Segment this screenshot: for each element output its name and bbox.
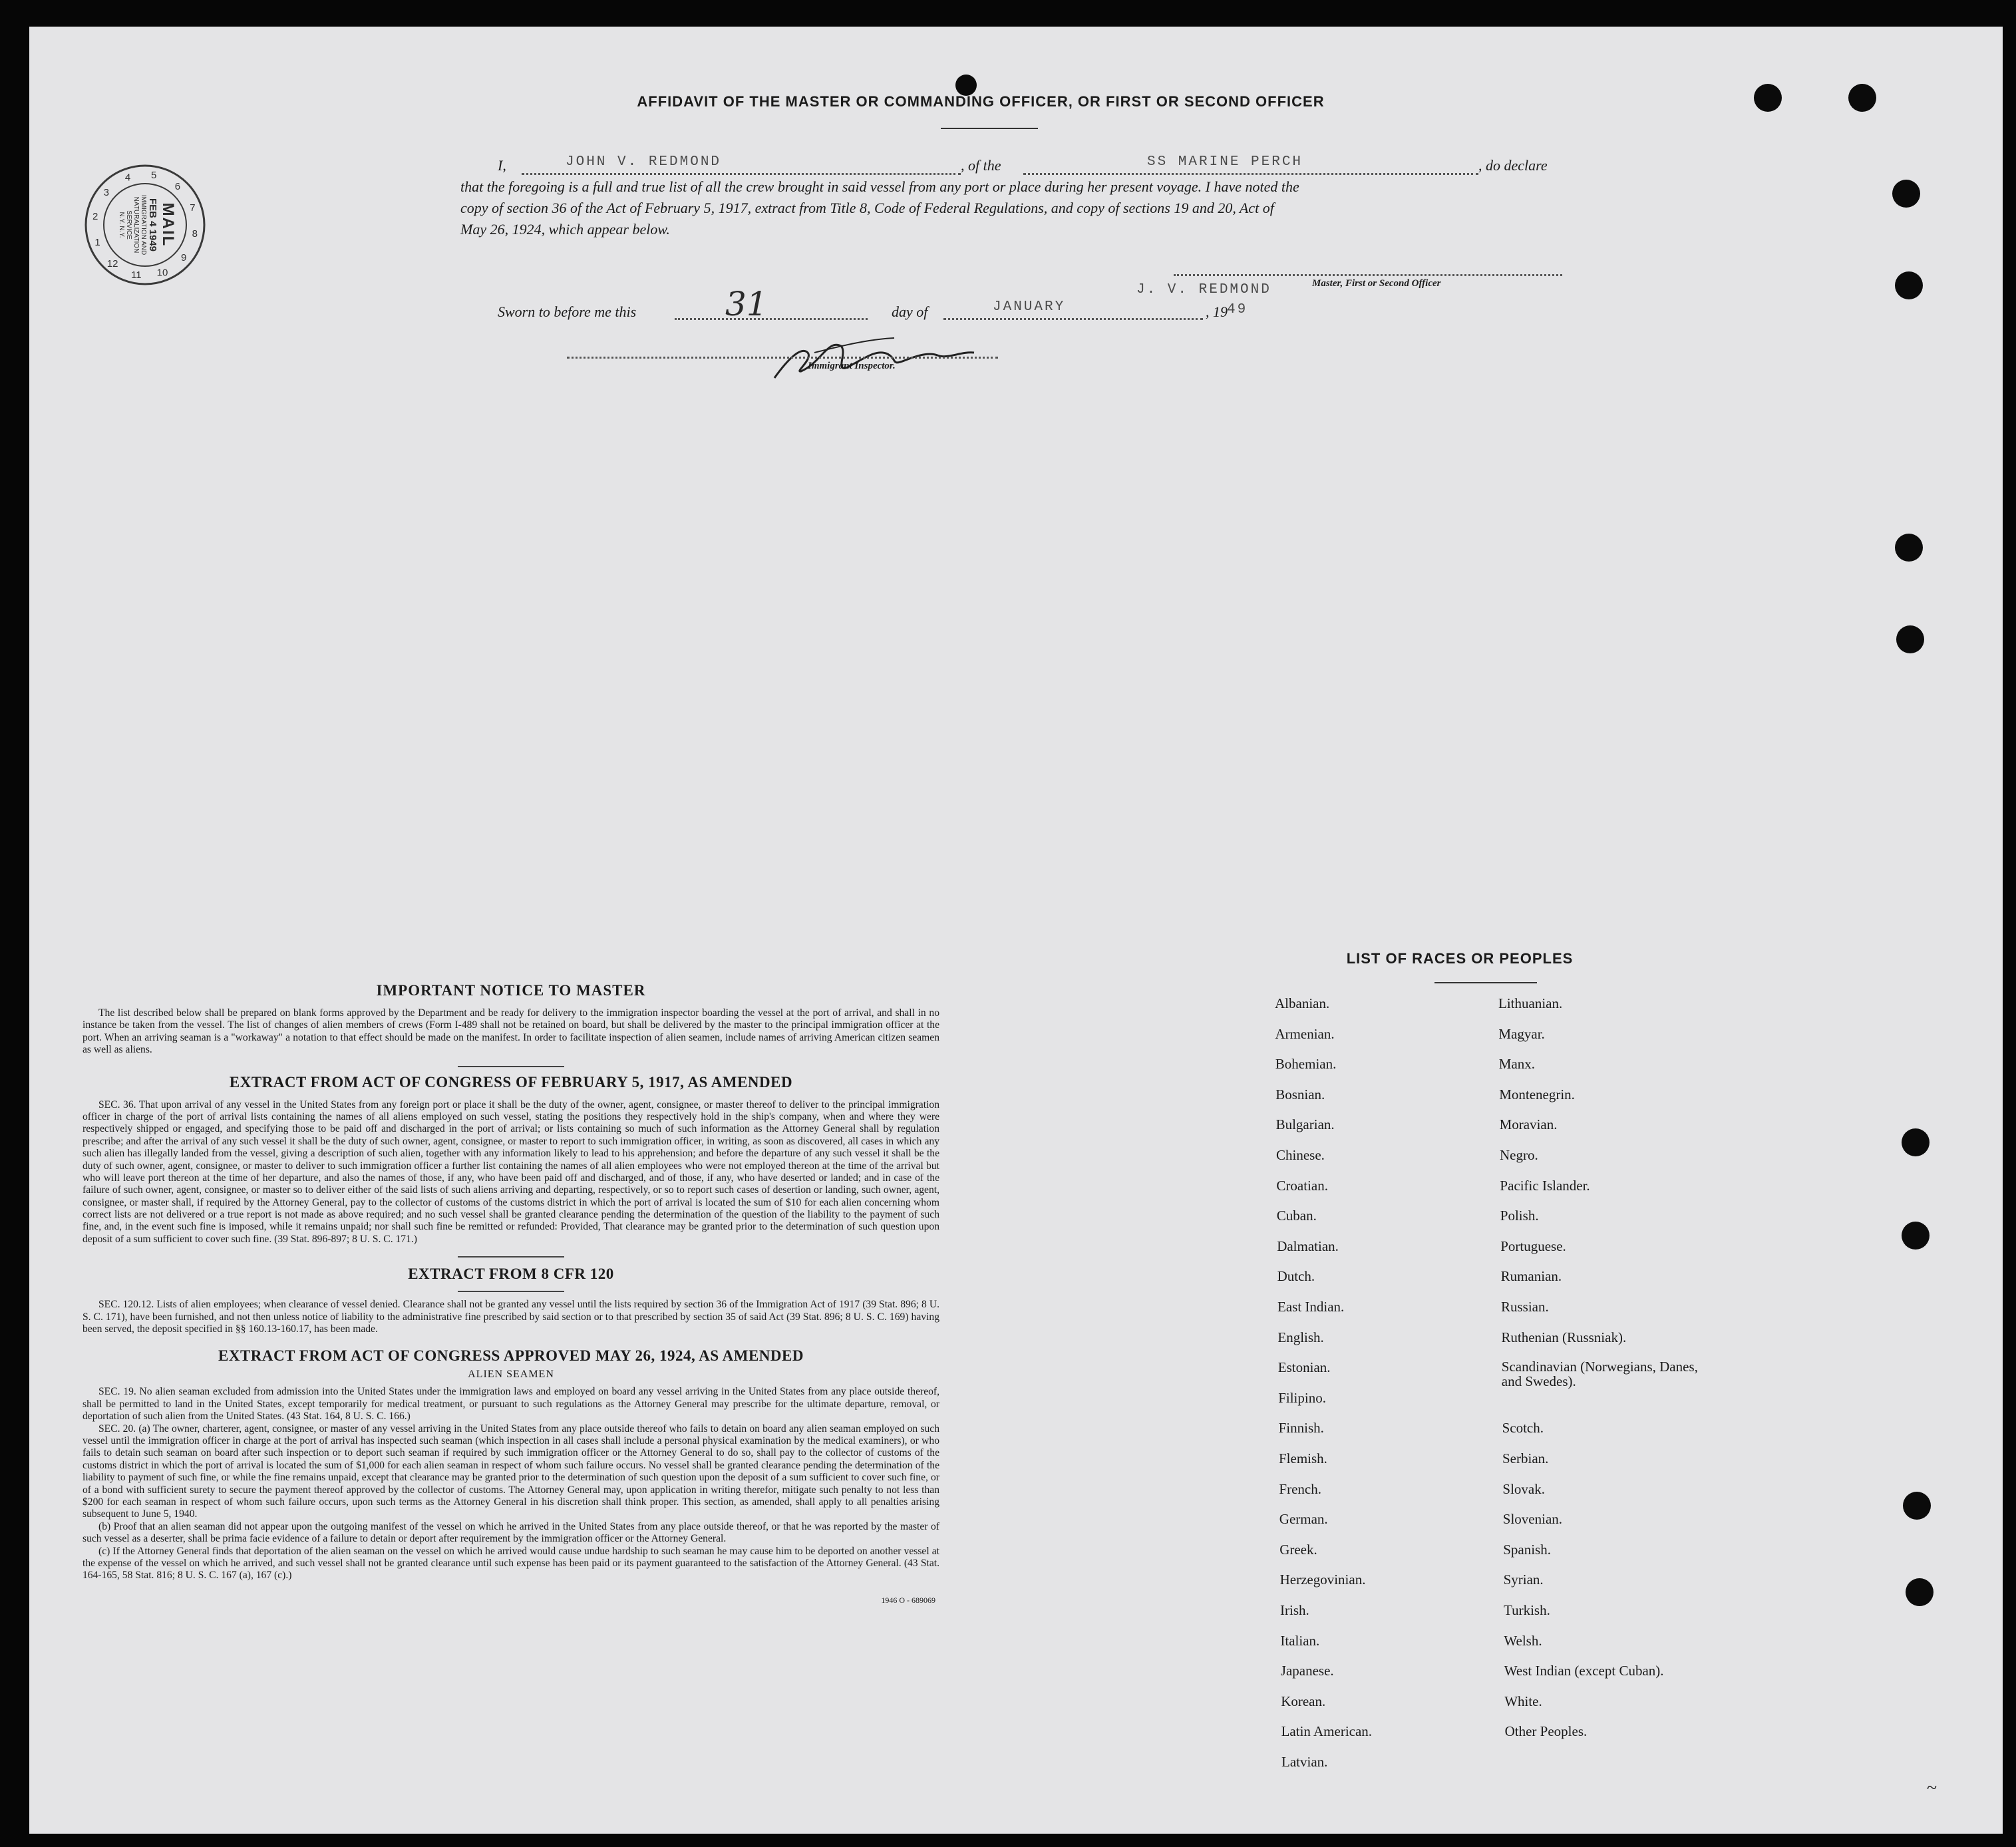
race-item: Japanese.: [1280, 1663, 1334, 1679]
race-item: Bulgarian.: [1275, 1116, 1335, 1133]
races-divider: [1434, 982, 1537, 983]
punch-hole: [1903, 1492, 1931, 1520]
declaration-line-4: May 26, 1924, which appear below.: [460, 221, 670, 238]
race-item: Lithuanian.: [1498, 995, 1563, 1011]
stamp-ring-number: 8: [192, 228, 198, 240]
race-item: Croatian.: [1276, 1177, 1328, 1194]
master-signature-role: Master, First or Second Officer: [1312, 278, 1441, 289]
inspector-signature: [761, 326, 1014, 386]
vessel-field-line: [1023, 173, 1478, 175]
race-item: West Indian (except Cuban).: [1504, 1663, 1664, 1679]
stamp-ring-number: 7: [190, 202, 196, 214]
punch-hole: [1848, 84, 1876, 112]
stamp-ring-number: 9: [181, 252, 187, 263]
stamp-ring-number: 4: [124, 172, 131, 184]
extract-cfr-title: EXTRACT FROM 8 CFR 120: [408, 1265, 614, 1283]
race-item: East Indian.: [1277, 1299, 1345, 1315]
stamp-ring-number: 11: [131, 269, 142, 281]
declaration-line-2: that the foregoing is a full and true list of all the crew brought in said vessel from any port or place during her present voyage. I have noted the: [460, 178, 1299, 195]
declaration-line-3: copy of section 36 of the Act of February 5, 1917, extract from Title 8, Code of Federal Regulations, and copy of sections 19 and 20, Act of: [460, 200, 1274, 216]
race-item: Bohemian.: [1275, 1056, 1337, 1073]
sworn-label: Sworn to before me this: [498, 303, 637, 320]
race-item: Korean.: [1281, 1693, 1326, 1709]
notice-title: IMPORTANT NOTICE TO MASTER: [376, 982, 646, 999]
race-item: Latvian.: [1281, 1754, 1328, 1770]
inspector-label: Immigrant Inspector.: [808, 361, 896, 371]
year-prefix: , 19: [1206, 303, 1228, 320]
day-of-label: day of: [892, 303, 928, 320]
stamp-ring-number: 6: [174, 180, 181, 192]
race-item: Serbian.: [1502, 1450, 1549, 1466]
punch-hole: [1754, 84, 1782, 112]
section-19: SEC. 19. No alien seaman excluded from admission into the United States under the immigration laws and employed on board any vessel arriving in the United States from any place outside thereof, shall be permitted to land in the United States, except temporarily for medical treatment, or pursuant to such regulations as the Attorney General may prescribe for the ultimate departure, removal, or deportation of such alien from the United States. (43 Stat. 164, 8 U. S. C. 166.): [83, 1386, 939, 1423]
declaration-i-label: I,: [498, 157, 506, 174]
race-item: Albanian.: [1275, 995, 1330, 1011]
master-signature-line: [1174, 274, 1562, 276]
punch-hole: [1895, 534, 1923, 562]
race-item: Polish.: [1500, 1208, 1539, 1224]
race-item: Syrian.: [1503, 1572, 1544, 1588]
punch-hole: [1895, 271, 1923, 299]
punch-hole: [1896, 625, 1924, 653]
race-item: Russian.: [1501, 1299, 1549, 1315]
master-name-value: JOHN V. REDMOND: [566, 154, 722, 170]
punch-hole: [1892, 180, 1920, 208]
stamp-line: SERVICE: [125, 210, 132, 240]
race-item: Cuban.: [1276, 1208, 1317, 1224]
stamp-line: N.Y. N.Y.: [118, 212, 125, 238]
received-stamp: [84, 164, 206, 286]
race-item: Spanish.: [1503, 1541, 1551, 1558]
title-divider: [941, 128, 1038, 129]
of-the-label: , of the: [961, 157, 1001, 174]
race-item: Filipino.: [1278, 1389, 1326, 1406]
day-field-line: [675, 318, 868, 320]
race-item: Scotch.: [1502, 1420, 1544, 1436]
stamp-word: MAIL: [159, 202, 177, 248]
race-item: Dutch.: [1277, 1268, 1315, 1285]
race-item: White.: [1504, 1693, 1542, 1709]
vessel-name-value: SS MARINE PERCH: [1147, 154, 1303, 170]
race-item: Flemish.: [1279, 1450, 1327, 1466]
race-item: Turkish.: [1504, 1602, 1550, 1618]
month-value: JANUARY: [993, 299, 1066, 315]
master-signature-value: J. V. REDMOND: [1136, 282, 1271, 297]
race-item: Montenegrin.: [1499, 1086, 1575, 1102]
race-item: Latin American.: [1281, 1723, 1373, 1740]
race-item: Manx.: [1498, 1056, 1536, 1073]
race-item: Portuguese.: [1500, 1238, 1566, 1254]
stamp-ring-number: 1: [94, 237, 100, 248]
left-notice-column: [83, 982, 939, 1605]
race-item: Negro.: [1500, 1147, 1538, 1163]
race-item: Finnish.: [1278, 1420, 1324, 1436]
race-item: German.: [1279, 1511, 1328, 1528]
race-item: Rumanian.: [1500, 1268, 1562, 1285]
corner-mark: ~: [1927, 1778, 1937, 1798]
race-item: Ruthenian (Russniak).: [1501, 1329, 1627, 1345]
do-declare-label: , do declare: [1478, 157, 1548, 174]
stamp-ring-number: 5: [151, 170, 157, 182]
extract-1924-body: [83, 1386, 939, 1582]
race-item: Welsh.: [1504, 1632, 1542, 1649]
section-20b: (b) Proof that an alien seaman did not appear upon the outgoing manifest of the vessel on which he arrived in the United States from any place outside thereof, or that he was reported by the master of such vessel as a deserter, shall be prima facie evidence of a failure to detain or deport after requirement by the immigration officer or the Attorney General.: [83, 1520, 939, 1545]
month-field-line: [943, 318, 1203, 320]
punch-hole: [1902, 1222, 1930, 1250]
race-item: Greek.: [1279, 1541, 1317, 1558]
extract-cfr-body: SEC. 120.12. Lists of alien employees; when clearance of vessel denied. Clearance shall not be granted any vessel until the lists required by section 36 of the Immigration Act of 1917 (39 Stat. 896; 8 U. S. C. 171), have been furnished, and not then unless notice of liability to the administrative fine prescribed by said section or to that prescribed by section 35 of said Act (39 Stat. 896; 8 U. S. C. 169) having been served, the deposit specified in §§ 160.13-160.17, has been made.: [83, 1299, 939, 1335]
punch-hole: [1906, 1578, 1933, 1606]
day-value: 31: [725, 285, 768, 323]
race-item: Slovak.: [1502, 1480, 1545, 1497]
inspector-signature-line: [567, 357, 998, 359]
race-item: Other Peoples.: [1504, 1723, 1588, 1740]
document-page: [29, 27, 2003, 1834]
extract-1924-title: EXTRACT FROM ACT OF CONGRESS APPROVED MAY 26, 1924, AS AMENDED: [218, 1347, 804, 1365]
race-item: Herzegovinian.: [1279, 1572, 1366, 1588]
race-item: Estonian.: [1277, 1359, 1331, 1376]
stamp-ring-number: 12: [106, 258, 118, 270]
stamp-line: NATURALIZATION: [132, 196, 140, 253]
year-value: 49: [1227, 302, 1248, 317]
race-item: French.: [1279, 1480, 1321, 1497]
stamp-ring-number: 2: [92, 210, 98, 222]
section-20a: SEC. 20. (a) The owner, charterer, agent, consignee, or master of any vessel arriving in the United States from any place outside thereof who fails to detain on board any alien seaman employed on such vessel until the immigration officer in charge at the port of arrival has inspected such seaman (which inspection in all cases shall include a personal physical examination by the medical examiners), or who fails to detain such seaman on board after such inspection or to deport such seaman if required by such immigration officer or the Attorney General to do so, shall pay to the collector of customs of the customs district in which the port of arrival is located the sum of $1,000 for each alien seaman in respect of whom such failure occurs. No vessel shall be granted clearance pending the determination of the liability to payment of such fine, or while the fine remains unpaid, except that clearance may be granted prior to the determination of such question upon the deposit of a sum sufficient to cover such fine, or of a bond with sufficient surety to secure the payment thereof approved by the collector of customs. The Attorney General may, upon application in writing therefor, mitigate such penalty to not less than $200 for each seaman in respect of whom such failure occurs, upon such terms as the Attorney General in his discretion shall think proper. This section, as amended, shall apply to all penalties arising subsequent to June 5, 1940.: [83, 1423, 939, 1520]
master-name-field-line: [522, 173, 961, 175]
print-code: 1946 O - 689069: [881, 1595, 935, 1605]
section-20c: (c) If the Attorney General finds that deportation of the alien seaman on the vessel on which he arrived would cause undue hardship to such seaman he may cause him to be deported on another vessel at the expense of the vessel on which he arrived, and such vessel shall not be granted clearance until such expense has been paid or its payment guaranteed to the satisfaction of the Attorney General. (43 Stat. 164-165, 58 Stat. 816; 8 U. S. C. 167 (a), 167 (c).): [83, 1545, 939, 1582]
extract-1917-body: SEC. 36. That upon arrival of any vessel in the United States from any foreign port or place it shall be the duty of the owner, agent, consignee, or master thereof to deliver to the principal immigration officer in charge of the port of arrival lists containing the names of all aliens employed on such vessel, stating the positions they respectively hold in the ship's company, when and where they were respectively shipped or engaged, and specifying those to be paid off and discharged in the port of arrival; or lists containing so much of such information as the Attorney General shall by regulation prescribe; and after the arrival of any such vessel it shall be the duty of such owner, agent, consignee, or master to report to such immigration officer, in writing, as soon as discovered, all cases in which any such alien has illegally landed from the vessel, giving a description of such alien, together with any information likely to lead to his apprehension; and before the departure of any such vessel it shall be the duty of such owner, agent, consignee, or master to deliver to such immigration officer a further list containing the names of all alien employees who were not employed thereon at the time of the arrival but who will leave port thereon at the time of her departure, and also the names of those, if any, who have been paid off and discharged, and of those, if any, who have deserted or landed; and in case of the failure of such owner, agent, consignee, or master so to deliver either of the said lists of such aliens arriving and departing, respectively, or so to report such cases of desertion or landing, such owner, agent, consignee, or master shall, if required by the Attorney General, pay to the collector of customs of the customs district in which the port of arrival is located the sum of $10 for each alien concerning whom correct lists are not delivered or a true report is not made as above required; and no such vessel shall be granted clearance pending the determination of the question of the liability to the payment of such fine, and, in the event such fine is imposed, while it remains unpaid; nor shall such fine be remitted or refunded: Provided, That clearance may be granted prior to the determination of such question upon deposit of a sum sufficient to cover such fine. (39 Stat. 896-897; 8 U. S. C. 171.): [83, 1098, 939, 1245]
race-item: Italian.: [1280, 1632, 1320, 1649]
race-item: Slovenian.: [1502, 1511, 1563, 1528]
race-item: Scandinavian (Norwegians, Danes, and Swedes).: [1501, 1359, 1698, 1390]
race-item: Irish.: [1280, 1602, 1309, 1618]
race-item: Armenian.: [1275, 1025, 1335, 1042]
race-item: English.: [1277, 1329, 1324, 1345]
race-item: Chinese.: [1276, 1147, 1325, 1163]
race-item: Magyar.: [1498, 1025, 1545, 1042]
extract-1924-subtitle: ALIEN SEAMEN: [468, 1369, 554, 1381]
affidavit-title: AFFIDAVIT OF THE MASTER OR COMMANDING OFFICER, OR FIRST OR SECOND OFFICER: [637, 93, 1325, 110]
stamp-line: IMMIGRATION AND: [140, 194, 147, 255]
race-item: Bosnian.: [1275, 1086, 1325, 1102]
stamp-ring-number: 10: [156, 267, 168, 279]
race-item: Pacific Islander.: [1500, 1177, 1590, 1194]
stamp-ring-number: 3: [103, 187, 109, 199]
race-item: Moravian.: [1499, 1116, 1558, 1133]
notice-body: The list described below shall be prepared on blank forms approved by the Department and be ready for delivery to the immigration inspector boarding the vessel at the port of arrival, and shall in no instance be taken from the vessel. The list of changes of alien members of crews (Form I-489 shall not be retained on board, but shall be delivered by the master to the principal immigration officer at the port. When an arriving seaman is a "workaway" a notation to that effect should be made on the manifest. In order to facilitate inspection of alien seamen, include names of arriving American citizen seamen as well as aliens.: [83, 1007, 939, 1056]
punch-hole: [1902, 1128, 1930, 1156]
race-item: Dalmatian.: [1277, 1238, 1339, 1254]
extract-1917-title: EXTRACT FROM ACT OF CONGRESS OF FEBRUARY 5, 1917, AS AMENDED: [229, 1073, 793, 1091]
stamp-date: FEB 4 1949: [147, 198, 158, 252]
races-title: LIST OF RACES OR PEOPLES: [1346, 950, 1574, 967]
